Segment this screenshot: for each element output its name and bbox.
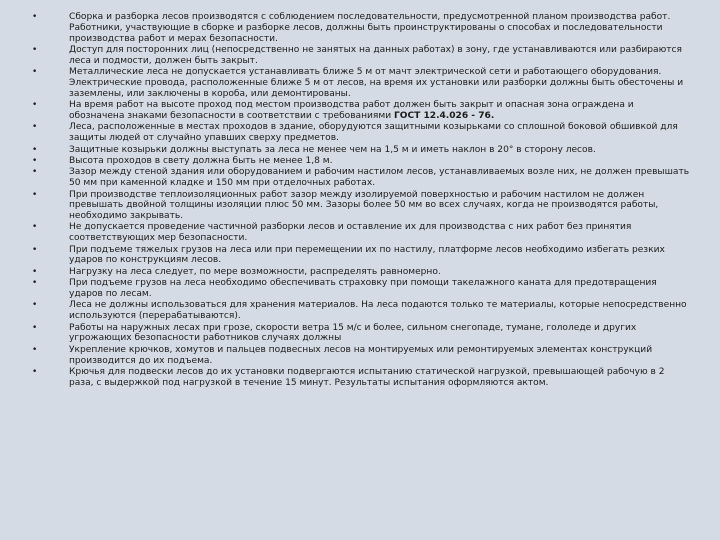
- list-item: [30, 167, 690, 189]
- list-item: [30, 145, 690, 156]
- list-item-text: При подъеме тяжелых грузов на леса или при перемещении их по настилу, платформе лесов необходимо избегать резких ударов по конструкциям лесов.: [69, 244, 665, 266]
- list-item-text: При производстве теплоизоляционных работ зазор между изолируемой поверхностью и рабочим настилом не должен превышать двойной толщины изоляции плюс 50 мм. Зазоры более 50 мм во всех случаях, когда не производятся работы, необходимо закрывать.: [69, 189, 659, 222]
- list-item-text: Сборка и разборка лесов производятся с соблюдением последовательности, предусмотренной планом производства работ. Работники, участвующие в сборке и разборке лесов, должны быть проинструктированы о способах и последовательности производства работ и мерах безопасности.: [69, 12, 671, 44]
- list-item: [30, 323, 690, 345]
- list-item: [30, 12, 690, 44]
- list-item: [30, 278, 690, 300]
- list-item-text: Не допускается проведение частичной разборки лесов и оставление их для производства с них работ без принятия соответствующих мер безопасности.: [69, 222, 632, 244]
- list-item: [30, 45, 690, 67]
- list-item: [30, 67, 690, 99]
- list-item-text: Нагрузку на леса следует, по мере возможности, распределять равномерно.: [69, 266, 441, 277]
- list-item-text: Работы на наружных лесах при грозе, скорости ветра 15 м/с и более, сильном снегопаде, тумане, гололеде и других угрожающих безопасности работников случаях должны: [69, 322, 637, 344]
- bullet-icon: •: [32, 167, 38, 178]
- list-item: [30, 100, 690, 122]
- bullet-icon: •: [32, 67, 38, 78]
- list-item-text: Крючья для подвески лесов до их установки подвергаются испытанию статической нагрузкой, превышающей рабочую в 2 раза, с выдержкой под нагрузкой в течение 15 минут. Результаты испытания оформляются актом.: [69, 367, 665, 388]
- bullet-icon: •: [32, 44, 38, 55]
- bullet-icon: •: [32, 155, 38, 166]
- bullet-icon: •: [32, 322, 38, 333]
- list-item-text: Укрепление крючков, хомутов и пальцев подвесных лесов на монтируемых или ремонтируемых элементах конструкций производится до их подъема.: [69, 344, 653, 366]
- bullet-icon: •: [32, 300, 38, 311]
- bullet-icon: •: [32, 122, 38, 133]
- list-item-text: Леса не должны использоваться для хранения материалов. На леса подаются только те материалы, которые непосредственно используются (перерабатываются).: [69, 300, 687, 322]
- list-item-text: Металлические леса не допускается устанавливать ближе 5 м от мачт электрической сети и работающего оборудования. Электрические провода, расположенные ближе 5 м от лесов, на время их установки или разборки должны быть обесточены и заземлены, или заключены в короба, или демонтированы.: [69, 67, 684, 99]
- list-item: [30, 190, 690, 222]
- list-item: [30, 222, 690, 244]
- bullet-icon: •: [32, 100, 38, 111]
- bullet-icon: •: [32, 12, 38, 22]
- bullet-icon: •: [32, 244, 38, 255]
- list-item-text: Высота проходов в свету должна быть не менее 1,8 м.: [69, 155, 333, 166]
- list-item: [30, 156, 690, 167]
- bullet-icon: •: [32, 189, 38, 200]
- safety-rules-list: [30, 12, 690, 389]
- bullet-icon: •: [32, 344, 38, 355]
- bullet-icon: •: [32, 222, 38, 233]
- list-item: [30, 345, 690, 367]
- list-item-text: Зазор между стеной здания или оборудованием и рабочим настилом лесов, устанавливаемых возле них, не должен превышать 50 мм при каменной кладке и 150 мм при отделочных работах.: [69, 167, 690, 189]
- list-item: [30, 267, 690, 278]
- bullet-icon: •: [32, 144, 38, 155]
- bullet-icon: •: [32, 278, 38, 289]
- bullet-icon: •: [32, 367, 38, 377]
- list-item-text: Защитные козырьки должны выступать за леса не менее чем на 1,5 м и иметь наклон в 20° в сторону лесов.: [69, 144, 596, 155]
- bullet-icon: •: [32, 266, 38, 277]
- list-item: [30, 367, 690, 389]
- list-item-text: Доступ для посторонних лиц (непосредственно не занятых на данных работах) в зону, где устанавливаются или разбираются леса и подмости, должен быть закрыт.: [69, 44, 682, 66]
- list-item: [30, 122, 690, 144]
- list-item-text: При подъеме грузов на леса необходимо обеспечивать страховку при помощи такелажного каната для предотвращения ударов по лесам.: [69, 278, 657, 300]
- list-item-text: На время работ на высоте проход под местом производства работ должен быть закрыт и опасная зона ограждена и обозначена знаками безопасности в соответствии с требованиями: [69, 100, 634, 121]
- list-item: [30, 245, 690, 267]
- standard-reference: ГОСТ 12.4.026 - 76.: [393, 110, 495, 121]
- list-item: [30, 300, 690, 322]
- list-item-text: Леса, расположенные в местах проходов в здание, оборудуются защитными козырьками со сплошной боковой обшивкой для защиты людей от случайно упавших сверху предметов.: [69, 122, 678, 144]
